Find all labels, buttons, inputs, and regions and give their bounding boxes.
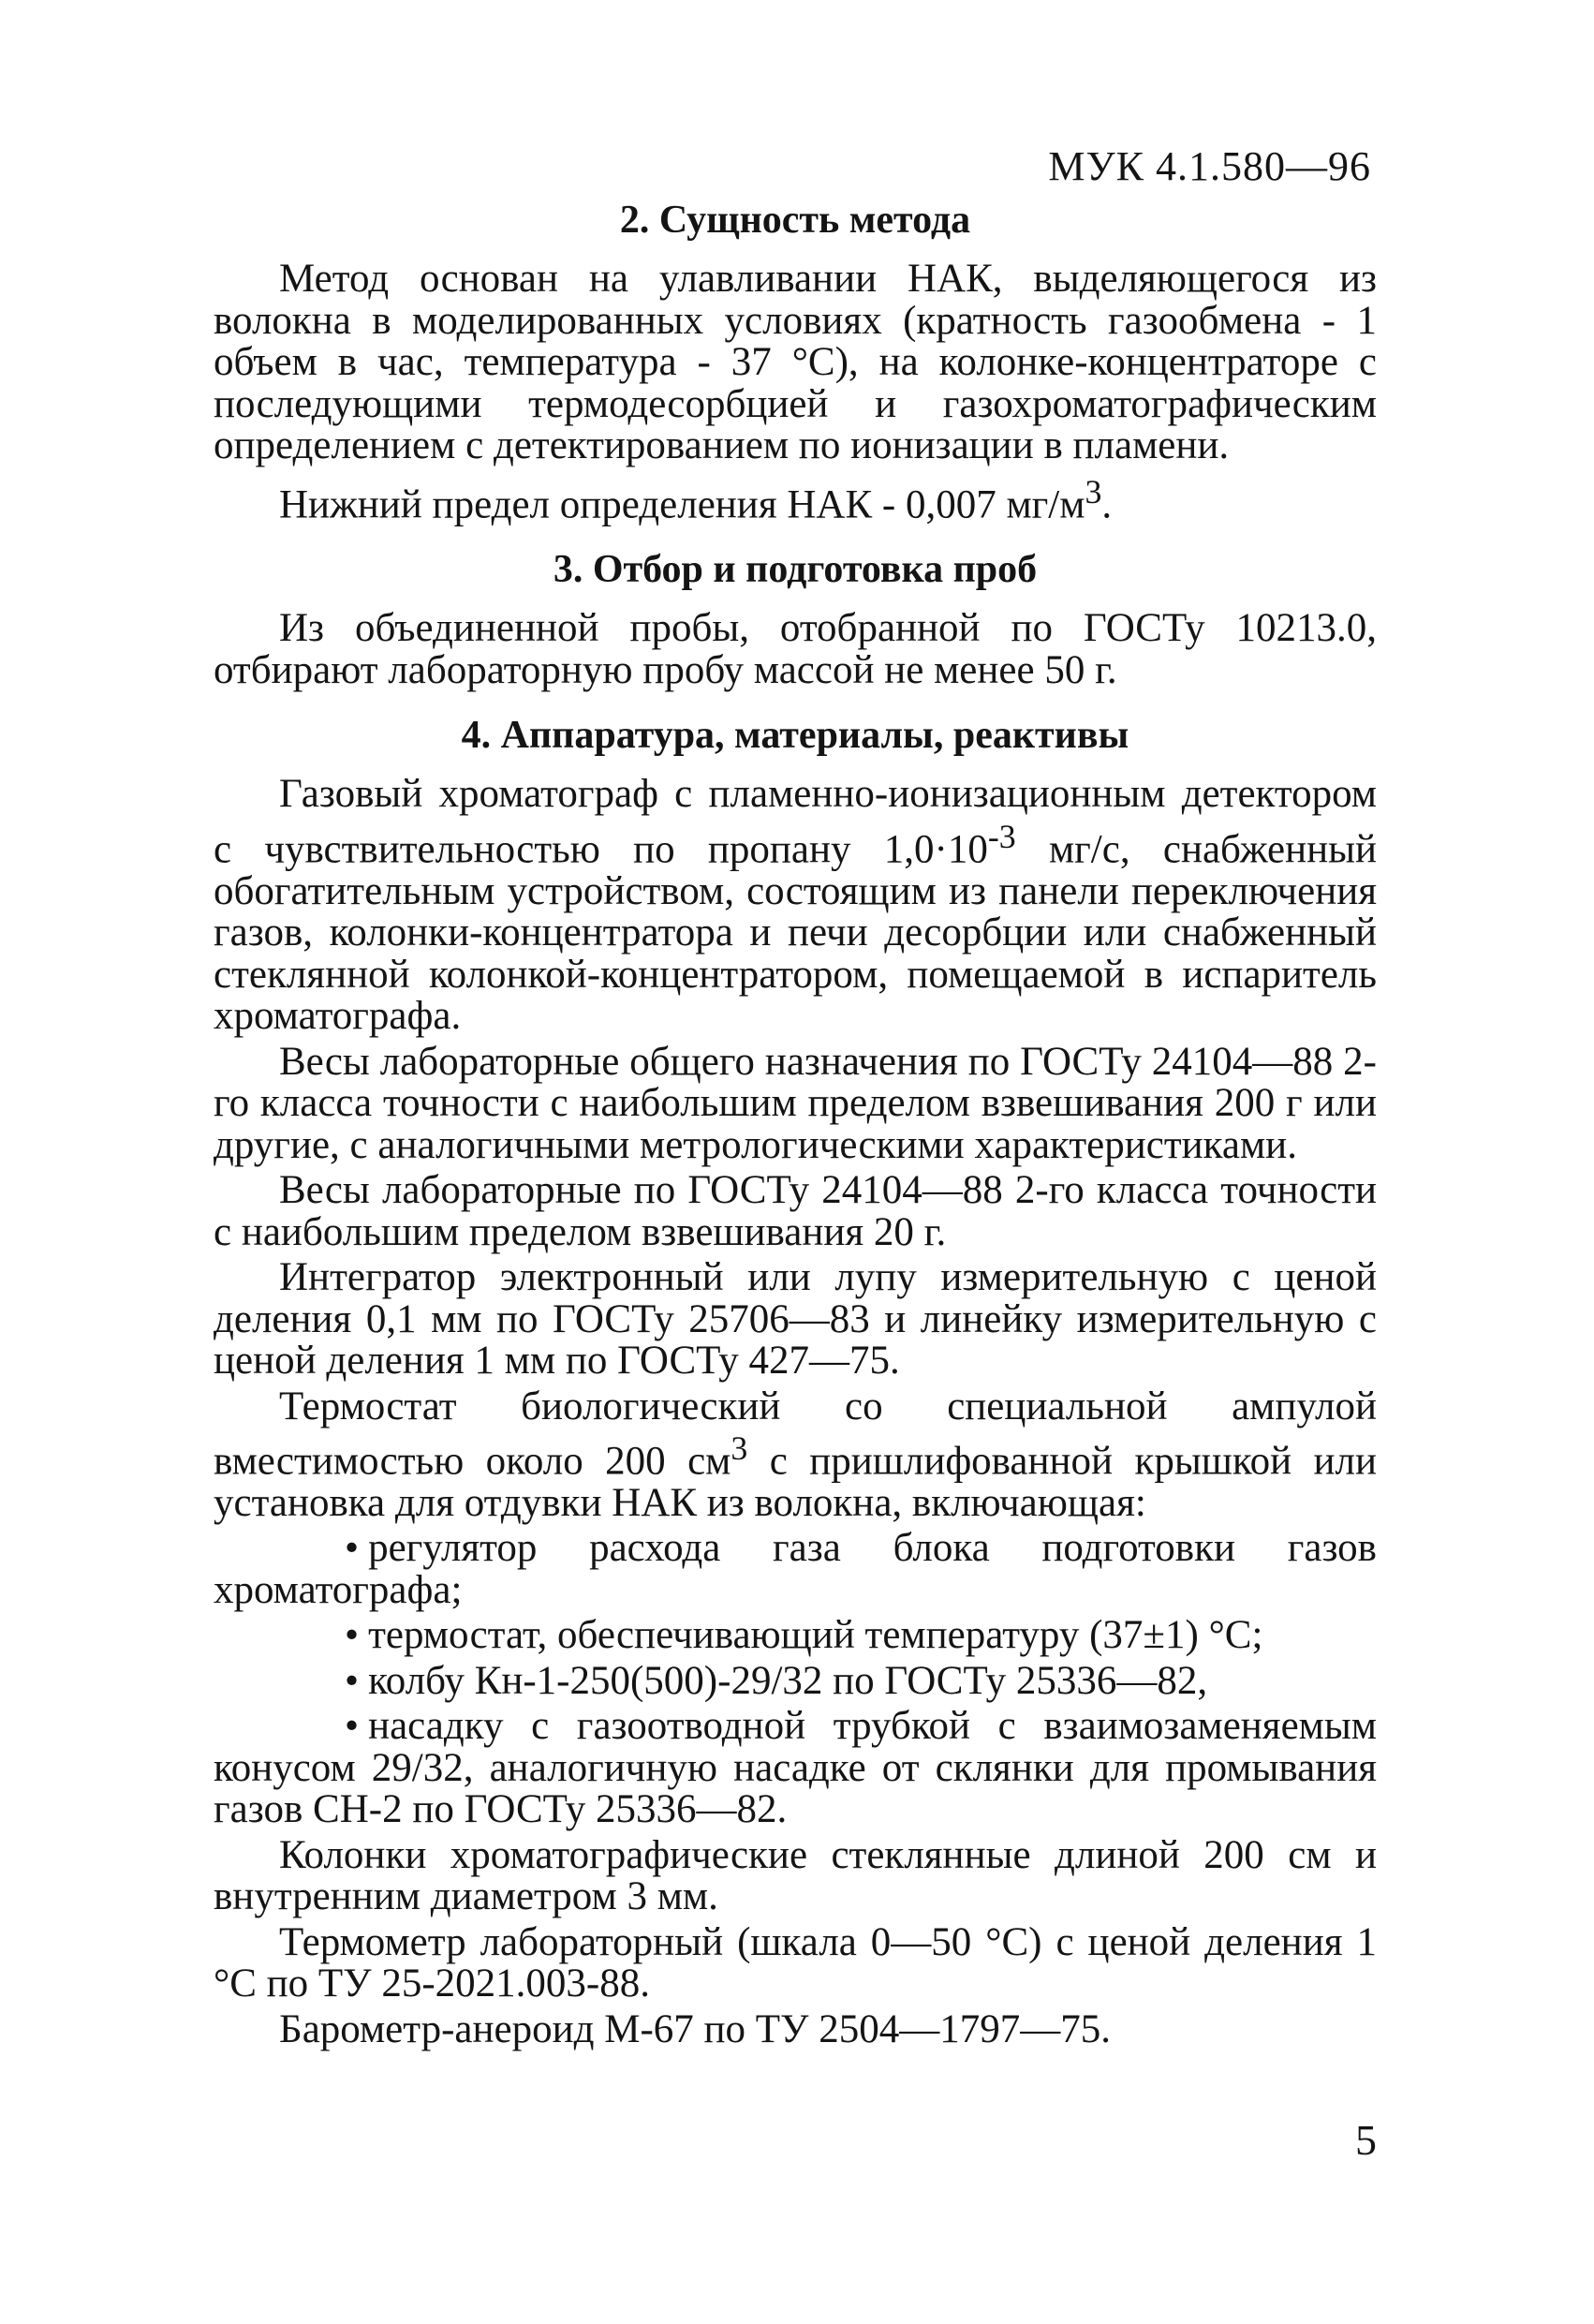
section-4-paragraph-chromatograph — [214, 774, 1377, 1037]
section-4-paragraph-scales-lab: Весы лабораторные по ГОСТу 24104—88 2-го класса точности с наибольшим пределом взвешивания 20 г. — [214, 1168, 1377, 1254]
detection-limit-period: . — [1101, 481, 1113, 526]
list-item-text: регулятор расхода газа блока подготовки газов хроматографа; — [214, 1526, 1377, 1612]
section-2-paragraph-1: Метод основан на улавливании НАК, выделяющегося из волокна в моделированных условиях (кратность газообмена - 1 объем в час, температура - 37 °С), на колонке-концентраторе с последующими термодесорбцией и газохроматографическим определением с детектированием по ионизации в пламени. — [214, 257, 1377, 467]
list-item — [214, 1615, 1377, 1657]
bullet-icon: • — [345, 1658, 360, 1703]
list-item — [214, 1706, 1377, 1831]
chromatograph-text-end: мг/с, снабженный обогатительным устройством, состоящим из панели переключения газов, колонки-концентратора и печи десорбции или снабженный стеклянной колонкой-концентратором, помещаемой в испаритель хроматографа. — [214, 827, 1377, 1039]
section-2-paragraph-2 — [214, 471, 1377, 526]
list-item — [214, 1528, 1377, 1611]
section-3-title: 3. Отбор и подготовка проб — [553, 548, 1038, 592]
section-4-paragraph-scales-general: Весы лабораторные общего назначения по ГОСТу 24104—88 2-го класса точности с наибольшим пределом взвешивания 200 г или другие, с аналогичными метрологическими характеристиками. — [214, 1039, 1377, 1167]
section-4-paragraph-barometer: Барометр-анероид М-67 по ТУ 2504—1797—75. — [279, 2006, 1111, 2051]
list-item — [214, 1658, 1377, 1703]
section-4-paragraph-thermometer: Термометр лабораторный (шкала 0—50 °С) с ценой деления 1 °С по ТУ 25-2021.003-88. — [214, 1919, 1377, 2006]
detection-limit-unit-exponent: 3 — [1085, 472, 1102, 511]
page-number: 5 — [1355, 2116, 1377, 2164]
sensitivity-exponent: -3 — [987, 817, 1016, 855]
bullet-icon: • — [345, 1704, 360, 1749]
volume-unit-exponent: 3 — [731, 1429, 748, 1468]
thermostat-text-start: Термостат биологический со специальной ампулой вместимостью около 200 см — [214, 1384, 1377, 1484]
list-item-text: колбу Кн-1-250(500)-29/32 по ГОСТу 25336—82, — [368, 1658, 1208, 1703]
section-2-title: 2. Сущность метода — [619, 199, 971, 242]
list-item-text: насадку с газоотводной трубкой с взаимозаменяемым конусом 29/32, аналогичную насадке от склянки для промывания газов СН-2 по ГОСТу 25336—82. — [214, 1704, 1377, 1832]
section-3-paragraph-1: Из объединенной пробы, отобранной по ГОСТу 10213.0, отбирают лабораторную пробу массой не менее 50 г. — [214, 606, 1377, 692]
bullet-icon: • — [345, 1526, 360, 1571]
document-body — [214, 185, 1377, 2054]
detection-limit-text: Нижний предел определения НАК - 0,007 мг/м — [279, 481, 1085, 526]
chromatograph-text-start: Газовый хроматограф с пламенно-ионизационным детектором с чувствительностью по пропану 1,0·10 — [214, 772, 1377, 872]
bullet-icon: • — [345, 1613, 360, 1658]
thermostat-text-end: с пришлифованной крышкой или установка для отдувки НАК из волокна, включающая: — [214, 1439, 1377, 1525]
document-code: МУК 4.1.580—96 — [1048, 143, 1371, 189]
section-4-paragraph-integrator: Интегратор электронный или лупу измерительную с ценой деления 0,1 мм по ГОСТу 25706—83 и линейку измерительную с ценой деления 1 мм по ГОСТу 427—75. — [214, 1255, 1377, 1384]
section-4-paragraph-thermostat — [214, 1386, 1377, 1525]
section-4-title: 4. Аппаратура, материалы, реактивы — [461, 714, 1129, 758]
section-4-paragraph-columns: Колонки хроматографические стеклянные длиной 200 см и внутренним диаметром 3 мм. — [214, 1832, 1377, 1919]
list-item-text: термостат, обеспечивающий температуру (37±1) °С; — [368, 1613, 1263, 1658]
